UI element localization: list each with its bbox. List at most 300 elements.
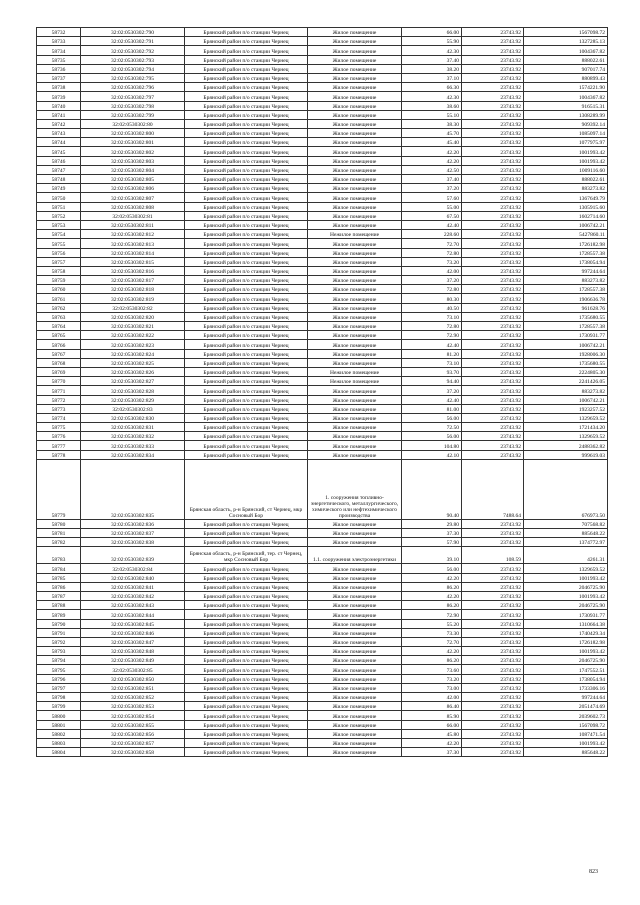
- area-cell: 42.20: [402, 573, 462, 582]
- purpose-cell: Жилое помещение: [308, 202, 402, 211]
- area-cell: 104.80: [402, 441, 462, 450]
- row-number-cell: 58735: [37, 55, 81, 64]
- unit-value-cell: 23743.92: [462, 377, 524, 386]
- table-row: [37, 257, 608, 266]
- cadastral-number-cell: 32:02:0530302:838: [81, 538, 185, 547]
- cadastral-number-cell: 32:02:0530302:81: [81, 211, 185, 220]
- cadastral-number-cell: 32:02:0530302:829: [81, 395, 185, 404]
- cadastral-number-cell: 32:02:0530302:826: [81, 367, 185, 376]
- row-number-cell: 58773: [37, 404, 81, 413]
- purpose-cell: Жилое помещение: [308, 211, 402, 220]
- row-number-cell: 58732: [37, 28, 81, 37]
- cadastral-number-cell: 32:02:0530302:803: [81, 156, 185, 165]
- table-row: [37, 92, 608, 101]
- cadastral-number-cell: 32:02:0530302:822: [81, 331, 185, 340]
- area-cell: 80.30: [402, 294, 462, 303]
- unit-value-cell: 23743.92: [462, 619, 524, 628]
- table-row: [37, 377, 608, 386]
- unit-value-cell: 23743.92: [462, 711, 524, 720]
- cadastral-number-cell: 32:02:0530302:800: [81, 129, 185, 138]
- cadastral-value-cell: 1728557.38: [524, 285, 608, 294]
- table-row: [37, 184, 608, 193]
- address-cell: Брянский район п/о станции Чернец: [185, 628, 308, 637]
- area-cell: 37.20: [402, 276, 462, 285]
- area-cell: 42.40: [402, 340, 462, 349]
- table-row: [37, 64, 608, 73]
- cadastral-value-cell: 1730931.77: [524, 610, 608, 619]
- address-cell: Брянский район п/о станции Чернец: [185, 582, 308, 591]
- cadastral-number-cell: 32:02:0530302:80: [81, 119, 185, 128]
- table-row: [37, 73, 608, 82]
- cadastral-value-cell: 5427860.11: [524, 230, 608, 239]
- area-cell: 37.40: [402, 175, 462, 184]
- cadastral-value-cell: 1738054.94: [524, 674, 608, 683]
- row-number-cell: 58779: [37, 459, 81, 519]
- cadastral-value-cell: 1001993.42: [524, 738, 608, 747]
- area-cell: 81.20: [402, 349, 462, 358]
- unit-value-cell: 23743.92: [462, 73, 524, 82]
- table-row: [37, 404, 608, 413]
- purpose-cell: Жилое помещение: [308, 674, 402, 683]
- address-cell: Брянский район п/о станции Чернец: [185, 248, 308, 257]
- cadastral-value-cell: 907017.74: [524, 64, 608, 73]
- area-cell: 90.40: [402, 459, 462, 519]
- table-row: [37, 656, 608, 665]
- cadastral-number-cell: 32:02:0530302:821: [81, 322, 185, 331]
- cadastral-value-cell: 1006742.21: [524, 340, 608, 349]
- cadastral-value-cell: 999619.03: [524, 450, 608, 459]
- cadastral-value-cell: 1085097.14: [524, 129, 608, 138]
- unit-value-cell: 23743.92: [462, 46, 524, 55]
- address-cell: Брянский район п/о станции Чернец: [185, 349, 308, 358]
- row-number-cell: 58777: [37, 441, 81, 450]
- address-cell: Брянский район п/о станции Чернец: [185, 220, 308, 229]
- unit-value-cell: 23743.92: [462, 748, 524, 757]
- table-row: [37, 110, 608, 119]
- row-number-cell: 58762: [37, 303, 81, 312]
- area-cell: 86.20: [402, 656, 462, 665]
- row-number-cell: 58741: [37, 110, 81, 119]
- address-cell: Брянский район п/о станции Чернец: [185, 656, 308, 665]
- cadastral-number-cell: 32:02:0530302:858: [81, 748, 185, 757]
- address-cell: Брянский район п/о станции Чернец: [185, 147, 308, 156]
- row-number-cell: 58804: [37, 748, 81, 757]
- table-row: [37, 55, 608, 64]
- address-cell: Брянский район п/о станции Чернец: [185, 46, 308, 55]
- cadastral-value-cell: 888022.61: [524, 55, 608, 64]
- address-cell: Брянский район п/о станции Чернец: [185, 257, 308, 266]
- purpose-cell: Жилое помещение: [308, 693, 402, 702]
- purpose-cell: Жилое помещение: [308, 683, 402, 692]
- unit-value-cell: 23743.92: [462, 432, 524, 441]
- address-cell: Брянский район п/о станции Чернец: [185, 110, 308, 119]
- cadastral-value-cell: 1726182.98: [524, 637, 608, 646]
- cadastral-number-cell: 32:02:0530302:793: [81, 55, 185, 64]
- cadastral-value-cell: 1329659.52: [524, 413, 608, 422]
- purpose-cell: Жилое помещение: [308, 619, 402, 628]
- address-cell: Брянский район п/о станции Чернец: [185, 119, 308, 128]
- purpose-cell: Жилое помещение: [308, 582, 402, 591]
- row-number-cell: 58798: [37, 693, 81, 702]
- unit-value-cell: 23743.92: [462, 582, 524, 591]
- cadastral-value-cell: 1721434.20: [524, 423, 608, 432]
- area-cell: 42.40: [402, 220, 462, 229]
- address-cell: Брянский район п/о станции Чернец: [185, 538, 308, 547]
- row-number-cell: 58768: [37, 358, 81, 367]
- cadastral-value-cell: 885648.22: [524, 529, 608, 538]
- unit-value-cell: 108.59: [462, 547, 524, 564]
- cadastral-number-cell: 32:02:0530302:820: [81, 312, 185, 321]
- purpose-cell: Нежилое помещение: [308, 230, 402, 239]
- cadastral-number-cell: 32:02:0530302:854: [81, 711, 185, 720]
- address-cell: Брянский район п/о станции Чернец: [185, 193, 308, 202]
- unit-value-cell: 23743.92: [462, 175, 524, 184]
- purpose-cell: Жилое помещение: [308, 665, 402, 674]
- address-cell: Брянский район п/о станции Чернец: [185, 450, 308, 459]
- area-cell: 42.50: [402, 165, 462, 174]
- address-cell: Брянский район п/о станции Чернец: [185, 702, 308, 711]
- purpose-cell: Жилое помещение: [308, 331, 402, 340]
- area-cell: 42.00: [402, 266, 462, 275]
- row-number-cell: 58775: [37, 423, 81, 432]
- table-row: [37, 573, 608, 582]
- row-number-cell: 58774: [37, 413, 81, 422]
- table-row: [37, 450, 608, 459]
- cadastral-number-cell: 32:02:0530302:855: [81, 720, 185, 729]
- unit-value-cell: 23743.92: [462, 450, 524, 459]
- row-number-cell: 58769: [37, 367, 81, 376]
- cadastral-value-cell: 1006742.21: [524, 220, 608, 229]
- unit-value-cell: 23743.92: [462, 564, 524, 573]
- purpose-cell: Жилое помещение: [308, 64, 402, 73]
- address-cell: Брянский район п/о станции Чернец: [185, 101, 308, 110]
- area-cell: 86.20: [402, 601, 462, 610]
- address-cell: Брянская область, р-н Брянский, ст Чернец, мкр Сосновый Бор: [185, 459, 308, 519]
- area-cell: 42.20: [402, 647, 462, 656]
- table-row: [37, 211, 608, 220]
- cadastral-value-cell: 997244.64: [524, 693, 608, 702]
- unit-value-cell: 23743.92: [462, 285, 524, 294]
- purpose-cell: Жилое помещение: [308, 656, 402, 665]
- cadastral-number-cell: 32:02:0530302:83: [81, 404, 185, 413]
- area-cell: 93.70: [402, 367, 462, 376]
- area-cell: 42.30: [402, 92, 462, 101]
- cadastral-number-cell: 32:02:0530302:837: [81, 529, 185, 538]
- address-cell: Брянский район п/о станции Чернец: [185, 674, 308, 683]
- area-cell: 228.60: [402, 230, 462, 239]
- cadastral-value-table: [36, 27, 608, 757]
- cadastral-number-cell: 32:02:0530302:84: [81, 564, 185, 573]
- table-row: [37, 720, 608, 729]
- unit-value-cell: 7488.64: [462, 459, 524, 519]
- address-cell: Брянский район п/о станции Чернец: [185, 184, 308, 193]
- cadastral-value-cell: 1747552.51: [524, 665, 608, 674]
- table-row: [37, 637, 608, 646]
- unit-value-cell: 23743.92: [462, 55, 524, 64]
- area-cell: 45.70: [402, 129, 462, 138]
- area-cell: 40.50: [402, 303, 462, 312]
- purpose-cell: Жилое помещение: [308, 573, 402, 582]
- table-row: [37, 276, 608, 285]
- row-number-cell: 58771: [37, 386, 81, 395]
- address-cell: Брянский район п/о станции Чернец: [185, 665, 308, 674]
- row-number-cell: 58763: [37, 312, 81, 321]
- cadastral-number-cell: 32:02:0530302:835: [81, 459, 185, 519]
- unit-value-cell: 23743.92: [462, 266, 524, 275]
- cadastral-value-cell: 961628.76: [524, 303, 608, 312]
- cadastral-value-cell: 1738054.94: [524, 257, 608, 266]
- unit-value-cell: 23743.92: [462, 294, 524, 303]
- unit-value-cell: 23743.92: [462, 28, 524, 37]
- cadastral-number-cell: 32:02:0530302:842: [81, 591, 185, 600]
- cadastral-value-cell: 1004367.82: [524, 46, 608, 55]
- address-cell: Брянский район п/о станции Чернец: [185, 367, 308, 376]
- row-number-cell: 58736: [37, 64, 81, 73]
- unit-value-cell: 23743.92: [462, 119, 524, 128]
- address-cell: Брянский район п/о станции Чернец: [185, 266, 308, 275]
- table-row: [37, 395, 608, 404]
- area-cell: 45.40: [402, 138, 462, 147]
- unit-value-cell: 23743.92: [462, 529, 524, 538]
- purpose-cell: Жилое помещение: [308, 413, 402, 422]
- cadastral-number-cell: 32:02:0530302:819: [81, 294, 185, 303]
- cadastral-number-cell: 32:02:0530302:825: [81, 358, 185, 367]
- unit-value-cell: 23743.92: [462, 538, 524, 547]
- purpose-cell: 1. сооружения топливно-энергетического, металлургического, химического или нефтехимического производства: [308, 459, 402, 519]
- cadastral-number-cell: 32:02:0530302:831: [81, 423, 185, 432]
- unit-value-cell: 23743.92: [462, 230, 524, 239]
- cadastral-value-cell: 2224805.30: [524, 367, 608, 376]
- area-cell: 37.20: [402, 184, 462, 193]
- row-number-cell: 58766: [37, 340, 81, 349]
- purpose-cell: Жилое помещение: [308, 92, 402, 101]
- cadastral-value-cell: 1728557.38: [524, 248, 608, 257]
- table-row: [37, 239, 608, 248]
- row-number-cell: 58772: [37, 395, 81, 404]
- cadastral-number-cell: 32:02:0530302:797: [81, 92, 185, 101]
- purpose-cell: Жилое помещение: [308, 637, 402, 646]
- unit-value-cell: 23743.92: [462, 184, 524, 193]
- address-cell: Брянский район п/о станции Чернец: [185, 294, 308, 303]
- row-number-cell: 58753: [37, 220, 81, 229]
- unit-value-cell: 23743.92: [462, 628, 524, 637]
- table-row: [37, 331, 608, 340]
- purpose-cell: Жилое помещение: [308, 156, 402, 165]
- purpose-cell: Жилое помещение: [308, 628, 402, 637]
- area-cell: 37.40: [402, 55, 462, 64]
- address-cell: Брянский район п/о станции Чернец: [185, 573, 308, 582]
- cadastral-value-cell: 2046725.90: [524, 601, 608, 610]
- area-cell: 55.10: [402, 110, 462, 119]
- row-number-cell: 58780: [37, 519, 81, 528]
- purpose-cell: Жилое помещение: [308, 55, 402, 64]
- table-row: [37, 248, 608, 257]
- table-row: [37, 220, 608, 229]
- purpose-cell: Жилое помещение: [308, 83, 402, 92]
- address-cell: Брянский район п/о станции Чернец: [185, 693, 308, 702]
- purpose-cell: Жилое помещение: [308, 340, 402, 349]
- unit-value-cell: 23743.92: [462, 573, 524, 582]
- address-cell: Брянский район п/о станции Чернец: [185, 73, 308, 82]
- unit-value-cell: 23743.92: [462, 312, 524, 321]
- cadastral-value-cell: 2488362.82: [524, 441, 608, 450]
- row-number-cell: 58765: [37, 331, 81, 340]
- cadastral-number-cell: 32:02:0530302:790: [81, 28, 185, 37]
- cadastral-value-cell: 1374772.97: [524, 538, 608, 547]
- address-cell: Брянский район п/о станции Чернец: [185, 358, 308, 367]
- unit-value-cell: 23743.92: [462, 665, 524, 674]
- unit-value-cell: 23743.92: [462, 239, 524, 248]
- row-number-cell: 58733: [37, 37, 81, 46]
- address-cell: Брянский район п/о станции Чернец: [185, 441, 308, 450]
- address-cell: Брянский район п/о станции Чернец: [185, 529, 308, 538]
- unit-value-cell: 23743.92: [462, 220, 524, 229]
- cadastral-value-cell: 997244.64: [524, 266, 608, 275]
- table-row: [37, 156, 608, 165]
- cadastral-number-cell: 32:02:0530302:846: [81, 628, 185, 637]
- row-number-cell: 58746: [37, 156, 81, 165]
- address-cell: Брянский район п/о станции Чернец: [185, 156, 308, 165]
- area-cell: 73.10: [402, 312, 462, 321]
- unit-value-cell: 23743.92: [462, 257, 524, 266]
- purpose-cell: Жилое помещение: [308, 386, 402, 395]
- purpose-cell: Жилое помещение: [308, 395, 402, 404]
- unit-value-cell: 23743.92: [462, 110, 524, 119]
- area-cell: 73.20: [402, 674, 462, 683]
- row-number-cell: 58757: [37, 257, 81, 266]
- purpose-cell: Жилое помещение: [308, 441, 402, 450]
- area-cell: 37.30: [402, 529, 462, 538]
- purpose-cell: Жилое помещение: [308, 239, 402, 248]
- address-cell: Брянский район п/о станции Чернец: [185, 610, 308, 619]
- cadastral-number-cell: 32:02:0530302:801: [81, 138, 185, 147]
- unit-value-cell: 23743.92: [462, 693, 524, 702]
- cadastral-number-cell: 32:02:0530302:850: [81, 674, 185, 683]
- address-cell: Брянский район п/о станции Чернец: [185, 138, 308, 147]
- cadastral-number-cell: 32:02:0530302:82: [81, 303, 185, 312]
- cadastral-value-cell: 676973.50: [524, 459, 608, 519]
- cadastral-value-cell: 1728557.38: [524, 322, 608, 331]
- unit-value-cell: 23743.92: [462, 423, 524, 432]
- row-number-cell: 58764: [37, 322, 81, 331]
- cadastral-value-cell: 1567098.72: [524, 720, 608, 729]
- row-number-cell: 58767: [37, 349, 81, 358]
- area-cell: 42.40: [402, 395, 462, 404]
- address-cell: Брянский район п/о станции Чернец: [185, 175, 308, 184]
- purpose-cell: Жилое помещение: [308, 322, 402, 331]
- table-row: [37, 312, 608, 321]
- address-cell: Брянский район п/о станции Чернец: [185, 591, 308, 600]
- cadastral-value-cell: 1567098.72: [524, 28, 608, 37]
- area-cell: 42.20: [402, 591, 462, 600]
- cadastral-value-cell: 1928006.30: [524, 349, 608, 358]
- cadastral-value-cell: 1001993.42: [524, 156, 608, 165]
- purpose-cell: Жилое помещение: [308, 110, 402, 119]
- area-cell: 42.20: [402, 156, 462, 165]
- purpose-cell: Жилое помещение: [308, 738, 402, 747]
- cadastral-value-cell: 2046725.90: [524, 582, 608, 591]
- row-number-cell: 58776: [37, 432, 81, 441]
- table-row: [37, 165, 608, 174]
- area-cell: 66.00: [402, 28, 462, 37]
- table-row: [37, 266, 608, 275]
- table-row: [37, 738, 608, 747]
- unit-value-cell: 23743.92: [462, 519, 524, 528]
- address-cell: Брянский район п/о станции Чернец: [185, 340, 308, 349]
- purpose-cell: Жилое помещение: [308, 165, 402, 174]
- table-row: [37, 28, 608, 37]
- row-number-cell: 58795: [37, 665, 81, 674]
- cadastral-number-cell: 32:02:0530302:851: [81, 683, 185, 692]
- address-cell: Брянский район п/о станции Чернец: [185, 619, 308, 628]
- unit-value-cell: 23743.92: [462, 395, 524, 404]
- row-number-cell: 58770: [37, 377, 81, 386]
- cadastral-number-cell: 32:02:0530302:802: [81, 147, 185, 156]
- address-cell: Брянский район п/о станции Чернец: [185, 748, 308, 757]
- row-number-cell: 58740: [37, 101, 81, 110]
- cadastral-value-cell: 1367649.79: [524, 193, 608, 202]
- unit-value-cell: 23743.92: [462, 138, 524, 147]
- cadastral-number-cell: 32:02:0530302:833: [81, 441, 185, 450]
- table-row: [37, 702, 608, 711]
- purpose-cell: Жилое помещение: [308, 358, 402, 367]
- cadastral-value-cell: 2051474.69: [524, 702, 608, 711]
- row-number-cell: 58758: [37, 266, 81, 275]
- unit-value-cell: 23743.92: [462, 165, 524, 174]
- purpose-cell: Жилое помещение: [308, 285, 402, 294]
- address-cell: Брянская область, р-н Брянский, тер. ст Чернец, мкр Сосновый Бор: [185, 547, 308, 564]
- cadastral-number-cell: 32:02:0530302:818: [81, 285, 185, 294]
- purpose-cell: Жилое помещение: [308, 248, 402, 257]
- cadastral-number-cell: 32:02:0530302:857: [81, 738, 185, 747]
- cadastral-number-cell: 32:02:0530302:799: [81, 110, 185, 119]
- cadastral-number-cell: 32:02:0530302:808: [81, 202, 185, 211]
- cadastral-value-cell: 883273.82: [524, 184, 608, 193]
- area-cell: 66.00: [402, 720, 462, 729]
- purpose-cell: Жилое помещение: [308, 349, 402, 358]
- address-cell: Брянский район п/о станции Чернец: [185, 647, 308, 656]
- cadastral-value-cell: 2241426.05: [524, 377, 608, 386]
- cadastral-value-cell: 2046725.90: [524, 656, 608, 665]
- area-cell: 38.30: [402, 119, 462, 128]
- purpose-cell: Жилое помещение: [308, 312, 402, 321]
- table-row: [37, 432, 608, 441]
- unit-value-cell: 23743.92: [462, 322, 524, 331]
- row-number-cell: 58784: [37, 564, 81, 573]
- unit-value-cell: 23743.92: [462, 610, 524, 619]
- area-cell: 29.80: [402, 519, 462, 528]
- unit-value-cell: 23743.92: [462, 683, 524, 692]
- cadastral-number-cell: 32:02:0530302:813: [81, 239, 185, 248]
- area-cell: 67.50: [402, 211, 462, 220]
- area-cell: 55.20: [402, 619, 462, 628]
- table-row: [37, 101, 608, 110]
- cadastral-value-cell: 1001993.42: [524, 573, 608, 582]
- unit-value-cell: 23743.92: [462, 637, 524, 646]
- table-row: [37, 628, 608, 637]
- cadastral-value-cell: 1574221.90: [524, 83, 608, 92]
- unit-value-cell: 23743.92: [462, 303, 524, 312]
- address-cell: Брянский район п/о станции Чернец: [185, 413, 308, 422]
- address-cell: Брянский район п/о станции Чернец: [185, 92, 308, 101]
- address-cell: Брянский район п/о станции Чернец: [185, 230, 308, 239]
- unit-value-cell: 23743.92: [462, 656, 524, 665]
- row-number-cell: 58786: [37, 582, 81, 591]
- unit-value-cell: 23743.92: [462, 738, 524, 747]
- purpose-cell: Жилое помещение: [308, 711, 402, 720]
- purpose-cell: Жилое помещение: [308, 423, 402, 432]
- cadastral-value-cell: 1087471.54: [524, 729, 608, 738]
